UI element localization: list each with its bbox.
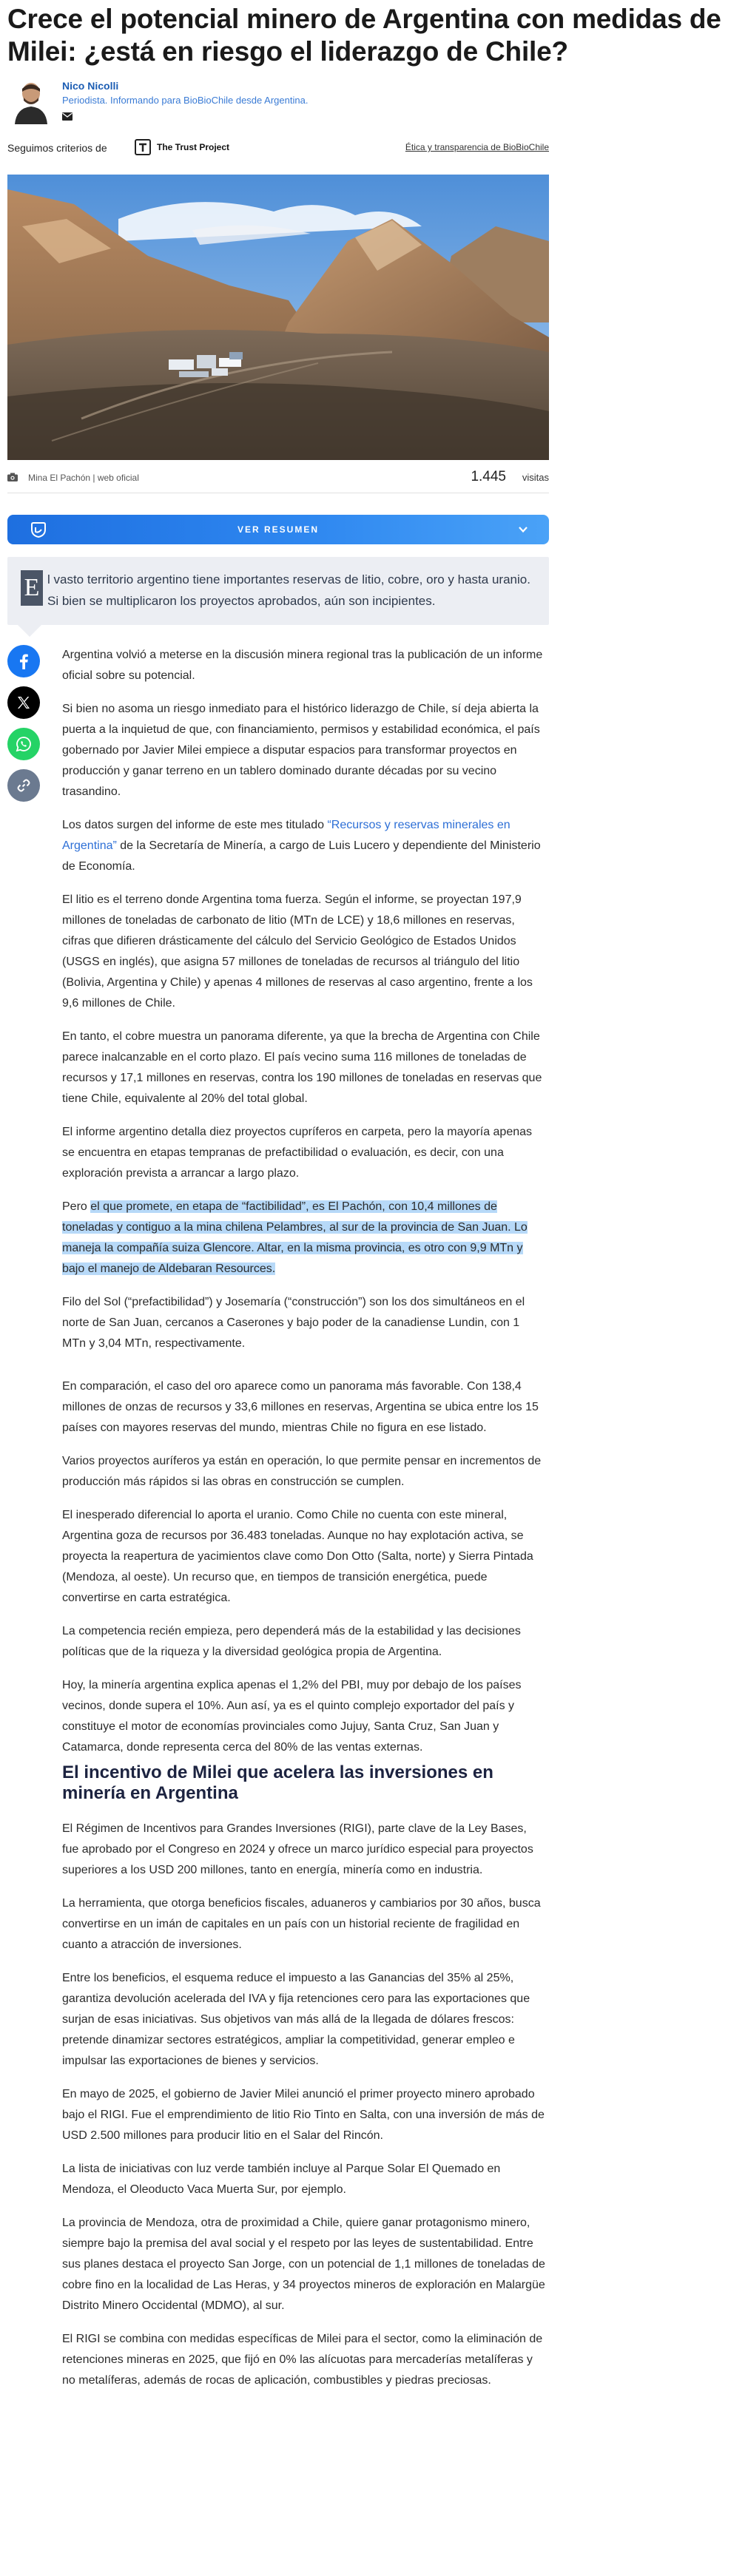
share-facebook-button[interactable] <box>7 645 40 677</box>
author-block <box>7 77 555 129</box>
lead-box <box>7 557 549 625</box>
article-body <box>62 645 546 2404</box>
lead-box-tail <box>18 625 41 637</box>
paragraph: En tanto, el cobre muestra un panorama diferente, ya que la brecha de Argentina con Chile parece inalcanzable en el corto plazo. El país vecino suma 116 millones de toneladas de recursos y 17,1 millones en reservas, contra los 190 millones de toneladas en reservas que tiene Chile, equivalente al 20% del total global. <box>62 1030 542 1105</box>
paragraph: Si bien no asoma un riesgo inmediato para el histórico liderazgo de Chile, sí deja abierta la puerta a la inquietud de que, con financiamiento, permisos y estabilidad económica, el país gobernado por Javier Milei empiece a disputar espacios para transformar proyectos en producción y ganar terreno en un tablero dominado durante décadas por su vecino trasandino. <box>62 703 540 798</box>
lead-dropcap: E <box>21 570 43 606</box>
paragraph: El informe argentino detalla diez proyectos cupríferos en carpeta, pero la mayoría apenas se encuentra en etapas tempranas de prefactibilidad o evaluación, es decir, con una exploración prevista a arrancar a largo plazo. <box>62 1126 533 1180</box>
lead-text: l vasto territorio argentino tiene importantes reservas de litio, cobre, oro y hasta uranio. Si bien se multiplicaron los proyectos aprobados, aún son incipientes. <box>47 572 530 608</box>
views-label: visitas <box>522 472 549 483</box>
camera-icon <box>7 472 18 485</box>
article-headline: Crece el potencial minero de Argentina con medidas de Milei: ¿está en riesgo el liderazgo de Chile? <box>7 4 721 67</box>
paragraph: El litio es el terreno donde Argentina toma fuerza. Según el informe, se proyectan 197,9 millones de toneladas de carbonato de litio (MTn de LCE) y 18,6 millones en reservas, cifras que difieren drásticamente del cálculo del Servicio Geológico de Estados Unidos (USGS en inglés), que asigna 57 millones de toneladas de recursos al triángulo del litio (Bolivia, Argentina y Chile) y apenas 4 millones de reservas al caso argentino, frente a los 9,6 millones de Chile. <box>62 893 533 1010</box>
share-whatsapp-button[interactable] <box>7 728 40 760</box>
views-count: 1.445 <box>471 469 506 484</box>
trust-project-label: The Trust Project <box>157 142 230 152</box>
paragraph: Filo del Sol (“prefactibilidad”) y Josemaría (“construcción”) son los dos simultáneos en el norte de San Juan, cercanos a Caserones y bajo poder de la canadiense Lundin, con 1 MTn y 3,04 MTn, respectivamente. <box>62 1296 525 1350</box>
image-caption: Mina El Pachón | web oficial <box>28 473 139 483</box>
section-subheading: El incentivo de Milei que acelera las inversiones en minería en Argentina <box>62 1762 493 1803</box>
chevron-down-icon <box>518 524 528 538</box>
x-icon <box>7 686 40 719</box>
whatsapp-icon <box>7 728 40 760</box>
paragraph: La herramienta, que otorga beneficios fiscales, aduaneros y cambiarios por 30 años, busca convertirse en un imán de capitales en un país con un historial reciente de fragilidad en cuanto a atracción de inversiones. <box>62 1897 541 1951</box>
report-link[interactable]: “Recursos y reservas minerales en Argentina” <box>62 819 511 852</box>
paragraph: En comparación, el caso del oro aparece como un panorama más favorable. Con 138,4 millones de onzas de recursos y 33,6 millones en reservas, Argentina se ubica entre los 15 países con mayores reservas del mundo, mientras Chile no figura en ese listado. <box>62 1380 539 1434</box>
criteria-label: Seguimos criterios de <box>7 142 107 154</box>
trust-project-badge[interactable] <box>135 139 229 155</box>
ethics-link[interactable]: Ética y transparencia de BioBioChile <box>405 142 549 152</box>
paragraph-text: de la Secretaría de Minería, a cargo de Luis Lucero y dependiente del Ministerio de Economía. <box>62 839 541 873</box>
paragraph: Hoy, la minería argentina explica apenas el 1,2% del PBI, muy por debajo de los países vecinos, donde supera el 10%. Aun así, ya es el quinto complejo exportador del país y constituye el motor de economías provinciales como Jujuy, Santa Cruz, San Juan y Catamarca, donde representa cerca del 80% de las ventas externas. <box>62 1679 522 1754</box>
paragraph-text: Pero <box>62 1200 91 1213</box>
summary-button-label: VER RESUMEN <box>237 524 319 535</box>
paragraph: La provincia de Mendoza, otra de proximidad a Chile, quiere ganar protagonismo minero, siempre bajo la premisa del aval social y el respeto por las leyes de sustentabilidad. Entre sus planes destaca el proyecto San Jorge, con un potencial de 1,1 millones de toneladas de cobre fino en la localidad de Las Heras, y 34 proyectos mineros de exploración en Malargüe Distrito Minero Occidental (MDMO), al sur. <box>62 2217 545 2312</box>
image-meta <box>7 467 549 487</box>
summary-button[interactable] <box>7 515 549 544</box>
paragraph <box>62 815 546 877</box>
criteria-row <box>7 139 549 157</box>
paragraph: El inesperado diferencial lo aporta el uranio. Como Chile no cuenta con este mineral, Argentina goza de recursos por 36.483 toneladas. Aunque no hay explotación activa, se proyecta la reapertura de yacimientos clave como Don Otto (Salta, norte) y Sierra Pintada (Mendoza, al oeste). Un recurso que, en tiempos de transición energética, puede convertirse en carta estratégica. <box>62 1509 533 1604</box>
paragraph: La lista de iniciativas con luz verde también incluye al Parque Solar El Quemado en Mendoza, el Oleoducto Vaca Muerta Sur, por ejemplo. <box>62 2163 501 2196</box>
paragraph <box>62 1197 546 1279</box>
article-hero-image <box>7 175 549 460</box>
highlighted-text[interactable]: el que promete, en etapa de “factibilidad”, es El Pachón, con 10,4 millones de toneladas y contiguo a la mina chilena Pelambres, al sur de la provincia de San Juan. Lo maneja la compañía suiza Glencore. Altar, en la misma provincia, es otro con 9,9 MTn y bajo el manejo de Aldebaran Resources. <box>62 1200 528 1275</box>
paragraph: Argentina volvió a meterse en la discusión minera regional tras la publicación de un informe oficial sobre su potencial. <box>62 649 543 682</box>
paragraph: El RIGI se combina con medidas específicas de Milei para el sector, como la eliminación de retenciones mineras en 2025, que fijó en 0% las alícuotas para mercaderías metalíferas y no metalíferas, además de rocas de aplicación, combustibles y piedras preciosas. <box>62 2333 543 2387</box>
facebook-icon <box>7 645 40 677</box>
trust-project-icon <box>135 139 151 155</box>
share-bar <box>7 645 40 811</box>
share-x-button[interactable] <box>7 686 40 719</box>
paragraph: La competencia recién empieza, pero dependerá más de la estabilidad y las decisiones políticas que de la riqueza y la diversidad geológica propia de Argentina. <box>62 1625 521 1658</box>
author-avatar[interactable] <box>12 78 50 124</box>
author-bio: Periodista. Informando para BioBioChile desde Argentina. <box>62 95 309 106</box>
paragraph: En mayo de 2025, el gobierno de Javier Milei anunció el primer proyecto minero aprobado bajo el RIGI. Fue el emprendimiento de litio Rio Tinto en Salta, con una inversión de más de USD 2.500 millones para producir litio en el Salar del Rincón. <box>62 2088 545 2142</box>
link-icon <box>7 769 40 802</box>
paragraph: El Régimen de Incentivos para Grandes Inversiones (RIGI), parte clave de la Ley Bases, fue aprobado por el Congreso en 2024 y ofrece un marco jurídico especial para proyectos superiores a los USD 200 millones, tanto en energía, minería como en industria. <box>62 1822 533 1876</box>
paragraph-text: Los datos surgen del informe de este mes titulado <box>62 819 328 831</box>
envelope-icon[interactable] <box>62 111 73 124</box>
paragraph: Varios proyectos auríferos ya están en operación, lo que permite pensar en incrementos de producción más rápidos si las obras en construcción se cumplen. <box>62 1455 542 1488</box>
paragraph: Entre los beneficios, el esquema reduce el impuesto a las Ganancias del 35% al 25%, garantiza devolución acelerada del IVA y fija retenciones cero para las exportaciones que surjan de esas iniciativas. Sus objetivos van más allá de la llegada de dólares frescos: pretende dinamizar sectores estratégicos, ampliar la competitividad, generar empleo e impulsar las exportaciones de bienes y servicios. <box>62 1972 530 2067</box>
author-name[interactable]: Nico Nicolli <box>62 80 119 92</box>
copy-link-button[interactable] <box>7 769 40 802</box>
